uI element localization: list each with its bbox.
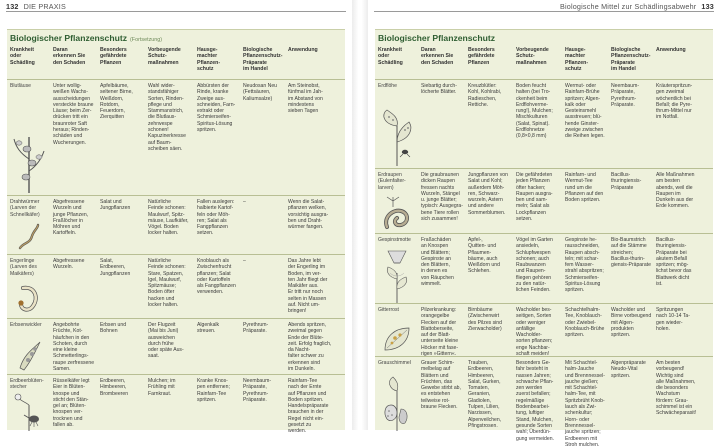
- right-table-cell: Apfel-, Quitten- und Pflaumen- bäume, auch Weißdorn und Schlehen.: [468, 237, 500, 275]
- right-table-cell: Wermut- oder Rainfarn-Brühe spritzen; Algen- kalk oder Gesteinsmehl ausstreuen; blü- hende Ginster- zweige zwischen die Reihen legen.: [565, 83, 605, 140]
- left-table-cell: Abbürsten der Rinde, kranke Zweige aus- schneiden, Farn- extrakt oder Schmierseifen- Spiritus-Lösung spritzen.: [197, 83, 236, 134]
- left-column-header: Hausge- machter Pflanzen- schutz: [197, 47, 221, 72]
- left-column-header: Daran erkennen Sie den Schaden: [53, 47, 86, 66]
- right-table-row: [375, 356, 713, 448]
- left-pest-name: Engerlinge (Larven des Maikäfers): [10, 258, 37, 277]
- right-table-cell: Boden feucht halten (bei Tro- ckenheit beim Erdflohverme- rung!), Mulchen; Mischkulturen (Salat, Spinat). Erdflohnetze (0,8×0,8 mm): [516, 83, 553, 140]
- right-table-header-row: [375, 47, 713, 79]
- left-column-header: Vorbeugende Schutz- maßnahmen: [148, 47, 181, 66]
- left-table-cell: Abends spritzen, zweimal gegen Ende der Blüte- zeit. Erfolg fraglich, da Nacht- falter schwer zu erkennen sind im Dunkeln.: [288, 322, 332, 373]
- left-table-cell: Rainfarn-Tee nach der Ernte auf Pflanzen und Boden spritzen. Handelspräparate brauchen in der Regel nicht ein- gesetzt zu werden.: [288, 378, 329, 435]
- left-table-row: [7, 79, 345, 195]
- right-table-title: [378, 33, 495, 43]
- left-column-header: Krankheit oder Schädling: [10, 47, 35, 66]
- left-table-cell: Fallen auslegen: halbierte Kartof- feln oder Möh- ren; Salat als Fangpflanzen setzen.: [197, 199, 235, 237]
- right-table-cell: Neembaum- Präparate, Pyrethrum- Präparate.: [611, 83, 640, 108]
- wireworm-illustration: [16, 222, 42, 252]
- left-column-header: Anwendung: [288, 47, 318, 53]
- right-column-header: Besonders gefährdete Pflanzen: [468, 47, 495, 66]
- right-table-cell: Trauben, Erdbeeren, Himbeeren, Salat, Gurken, Tomaten, Geranien, Gladiolen, Tulpen, Lilien, Narzissen, Alpenveilchen, Pfingstrosen.: [468, 360, 502, 429]
- left-running-header: [6, 2, 66, 11]
- right-column-header: Vorbeugende Schutz- maßnahmen: [516, 47, 549, 66]
- left-header-rule: [6, 11, 346, 12]
- left-table-row: [7, 195, 345, 254]
- right-table-row: [375, 79, 713, 168]
- right-table-cell: Pilzerkrankung: orangegelbe Flecken auf der Blattoberseite, auf der Blatt- unterseite kleine Höcker mit fase- rigen »Gittern«.: [421, 307, 459, 358]
- right-table-cell: Die graubraunen dicken Raupen fressen nachts Wurzeln, Stängel u. junge Blätter; typisch: Ausgegra- bene Tiere rollen sich zusammen!: [421, 172, 463, 223]
- tortrix-moth-illustration: [380, 243, 414, 303]
- right-table-row: [375, 303, 713, 356]
- left-pest-name: Erbsenwickler: [10, 322, 42, 328]
- right-column-header: Biologische Pflanzenschutz- Präparate im Handel: [611, 47, 651, 72]
- pea-moth-illustration: [14, 338, 44, 372]
- left-table-cell: Salat und Jungpflanzen: [100, 199, 131, 212]
- right-table-cell: Siebartig durch- löcherte Blätter.: [421, 83, 457, 96]
- right-table-cell: Bio-Baumstrich auf die Stämme streichen; Bacillus-thurin- giensis-Präparate: [611, 237, 651, 269]
- blossom-weevil-illustration: [12, 391, 46, 431]
- right-table-cell: Rainfarn- und Wermut-Tee rund um die Pflanzen auf den Boden spritzen.: [565, 172, 604, 204]
- left-table-cell: Natürliche Feinde schonen: Stare, Spatzen, Igel, Maulwurf, Spitzmäuse; Boden öfter hacken und locker halten.: [148, 258, 186, 309]
- left-table-cell: Neembaum- Präparate, Pyrethrum- Präparate.: [243, 378, 272, 403]
- left-table-cell: Neudosan Neu (Fettsäuren, Kaliumsalze): [243, 83, 277, 102]
- left-table-title: [10, 33, 162, 43]
- right-table-cell: Alle Maßnahmen am besten abends, weil die Raupen im Dunkeln aus der Erde kommen.: [656, 172, 695, 210]
- right-section-title: Biologische Mittel zur Schädlingsabwehr: [559, 2, 697, 11]
- left-table-row: [7, 374, 345, 435]
- left-table-cell: Angebohrte Früchte, Kot- häufchen in den Schoten, durch eine kleine Schmetterlings- raupe zerfressene Samen.: [53, 322, 95, 373]
- left-table-cell: Wenn die Salat- pflanzen welken, vorsichtig ausgra- ben und Draht- würmer fangen.: [288, 199, 329, 231]
- left-column-header: Besonders gefährdete Pflanzen: [100, 47, 127, 66]
- right-table-cell: Jungpflanzen von Salat und Kohl; außerdem Möh- ren, Schwarz- wurzeln, Astern und andere Sommerblumen.: [468, 172, 508, 216]
- left-table-cell: –: [243, 199, 246, 205]
- left-table-cell: Salat, Erdbeeren, Jungpflanzen: [100, 258, 131, 277]
- right-column-header: Krankheit oder Schädling: [378, 47, 403, 66]
- right-header-rule: [374, 11, 714, 12]
- right-table-cell: Fraßschäden an Knospen und Blättern; Gespinste an den Blättern, in denen es von Räupchen wimmelt.: [421, 237, 454, 288]
- left-table-cell: Wahl wider- standsfähiger Sorten, Rinden- pflege und Stammanstrich, die Blutlaus- zehrwespe schonen! Kapuzinerkresse auf Baum- scheiben säen.: [148, 83, 186, 152]
- left-table-cell: Das Jahre lebt der Engerling im Boden, im ver- ten Jahr fliegt der Maikäfer aus. Er tritt nur noch selten in Massen auf. Nicht um- bringen!: [288, 258, 328, 315]
- right-column-header: Daran erkennen Sie den Schaden: [421, 47, 454, 66]
- right-table-cell: Wacholder bes- seitigen, Sorten oder weniger anfällige Wacholder- sorten pflanzen; enge Nachbar- schaft meiden!: [516, 307, 553, 358]
- left-table-cell: Pyrethrum- Präparate.: [243, 322, 269, 335]
- left-table-cell: Erdbeeren, Himbeeren, Brombeeren: [100, 378, 129, 397]
- left-table-cell: Rüsselkäfer legt Eier in Blüten- knospe und sticht den Stän- gel an; Blüten- knospen ver- trocknen und fallen ab.: [53, 378, 90, 429]
- right-table-cell: Die gefährdeten jeden Pflanzen öfter hacken; Raupen ausgra- ben und sam- meln; Salat als Lockpflanzen setzen.: [516, 172, 553, 223]
- right-table-title-text: Biologischer Pflanzenschutz: [378, 33, 495, 43]
- right-table-cell: Spritzungen nach 10-14 Ta- gen wieder- holen.: [656, 307, 690, 332]
- right-table-cell: Bacillus- thuringiensis- Präparate: [611, 172, 642, 191]
- left-table-row: [7, 318, 345, 374]
- right-table-cell: Schachtelhalm- Tee, Knoblauch- oder Zwiebel- Knoblauch-Brühe spritzen.: [565, 307, 605, 339]
- grey-mould-illustration: [379, 369, 415, 431]
- grub-illustration: [15, 282, 43, 316]
- right-table-cell: Gespinste he- rausschneiden, Raupen absch- teln; mit schar- fem Wasser- strahl abspritzen; Schmierseifen- Spiritus-Lösung spritzen.: [565, 237, 604, 294]
- right-page: [368, 0, 720, 448]
- left-table-row: [7, 254, 345, 318]
- right-table-panel: [375, 29, 713, 448]
- left-pest-name: Erdbeerblüten- stecher: [10, 378, 44, 391]
- left-table-cell: Mulchen; im Frühling mit Farnkraut.: [148, 378, 176, 397]
- left-table-cell: Natürliche Feinde schonen: Maulwurf, Spitz- mäuse, Laufkäfer, Vögel. Boden locker halten.: [148, 199, 189, 237]
- left-table-cell: –: [243, 258, 246, 264]
- right-column-header: Hausge- machter Pflanzen- schutz: [565, 47, 589, 72]
- right-pest-name: Erdflöhe: [378, 83, 397, 89]
- left-table-cell: Der Flugzeit (Mai bis Juni) ausweichen durch frühe oder späte Aus- saat.: [148, 322, 184, 360]
- left-table-cell: Abgefressene Wurzeln und junge Pflanzen, Fraßlöcher in Möhren und Kartoffeln.: [53, 199, 89, 237]
- right-table-cell: Birnbäume (Zwischenwirt des Pilzes sind Zierwacholder): [468, 307, 502, 332]
- left-pest-name: Blutläuse: [10, 83, 31, 89]
- right-table-cell: Algenpräparate Neudo-Vital spritzen.: [611, 360, 646, 379]
- right-table-cell: Wacholder und Birne vorbeugend mit Algen- produkten spritzen.: [611, 307, 652, 339]
- right-pest-name: Gespinstmotte: [378, 237, 411, 243]
- left-table-title-text: Biologischer Pflanzenschutz: [10, 33, 127, 43]
- left-table-cell: Kranke Knos- pen entfernen; Rainfarn-Tee spritzen.: [197, 378, 230, 403]
- flea-beetle-illustration: [379, 108, 415, 166]
- right-pest-name: Grauschimmel: [378, 360, 411, 366]
- right-table-row: [375, 233, 713, 303]
- left-page-number: 132: [6, 2, 19, 11]
- right-table-cell: Kreuzblütler: Kohl, Kohlrabi, Radieschen, Rettiche.: [468, 83, 502, 108]
- right-table-cell: Bacillus- thuringiensis- Präparate bei akutem Befall spritzen; mög- lichst bevor das Blattwerk dicht ist.: [656, 237, 692, 288]
- right-table-cell: Vögel im Garten ansiedeln, Schlupfwespen schonen; auch Raubwanzen und Raupen- fliegen gehören zu den natür- lichen Feinden.: [516, 237, 553, 294]
- right-table-cell: Besonders Ge- fahr besteht in nassen Jahren; schwache Pflan- zen werden zuerst befallen; regelmäßige Bodenbearbei- tung, luftiger Stand, Mulchen, gesunde Sorten wahl; Überdün- gung vermeiden.: [516, 360, 554, 442]
- left-page: [0, 0, 352, 435]
- left-table-panel: [7, 29, 345, 435]
- right-pest-name: Erdraupen (Eulenfalter- larven): [378, 172, 406, 191]
- right-table-cell: Grauer Schim- melbelag auf Blättern und Früchten, das Gewebe stirbt ab, es entstehen teilweise rot- braune Flecken.: [421, 360, 461, 411]
- right-table-cell: Am besten vorbeugend! Wichtig sind alle Maßnahmen, die besonders Wachstum fördern: Grau- schimmel ist ein Schwächeparasit!: [656, 360, 697, 417]
- right-table-cell: Mit Schachtel- halm-Jauche und Brennnessel- jauche gießen; mit Schachtel- halm-Tee, mit Spritzbrüht Knob- lauch als Zwi- schenkultur; Horn- oder Brennnessel- jauche spritzen; Erdbeeren mit Stroh mulchen.: [565, 360, 605, 448]
- left-table-title-suffix: (Fortsetzung): [130, 37, 163, 43]
- left-pest-name: Drahtwürmer (Larven der Schnellkäfer): [10, 199, 40, 218]
- left-table-cell: Abgefressene Wurzeln.: [53, 258, 85, 271]
- left-table-cell: Erbsen und Bohnen: [100, 322, 127, 335]
- left-table-cell: Unter wollig- weißen Wachs- ausscheidungen versteckte braune Läuse; beim Zer- drücken tritt ein braunroter Saft heraus; Rinden- schäden und Wucherungen.: [53, 83, 94, 146]
- right-table-row: [375, 168, 713, 233]
- left-table-cell: Knoblauch als Zwischenfrucht pflanzen; Salat oder Kartoffeln als Fangpflanzen verwenden.: [197, 258, 236, 296]
- right-running-header: [560, 2, 714, 11]
- left-table-cell: Apfelbäume, seltener Birne, Weißdorn, Rotdorn, Feuerdorn, Zierquitten: [100, 83, 133, 121]
- right-column-header: Anwendung: [656, 47, 686, 53]
- left-table-cell: Algenkalk streuen.: [197, 322, 220, 335]
- aphid-illustration: [10, 129, 48, 193]
- right-table-cell: Kräuterspritzun- gen zweimal wöchentlich bei Befall; die Pyre- thrum-Mittel nur im Notfall.: [656, 83, 693, 121]
- right-pest-name: Gitterrost: [378, 307, 399, 313]
- book-gutter: [352, 0, 368, 430]
- left-section-title: DIE PRAXIS: [23, 2, 66, 11]
- right-page-number: 133: [701, 2, 714, 11]
- gall-mite-illustration: [381, 324, 413, 354]
- left-table-cell: Am Steinobst, fünfmal im Jah- im Abstand von mindestens sieben Tagen: [288, 83, 323, 115]
- left-table-header-row: [7, 47, 345, 79]
- cutworm-illustration: [381, 193, 413, 233]
- left-column-header: Biologische Pflanzenschutz- Präparate im Handel: [243, 47, 283, 72]
